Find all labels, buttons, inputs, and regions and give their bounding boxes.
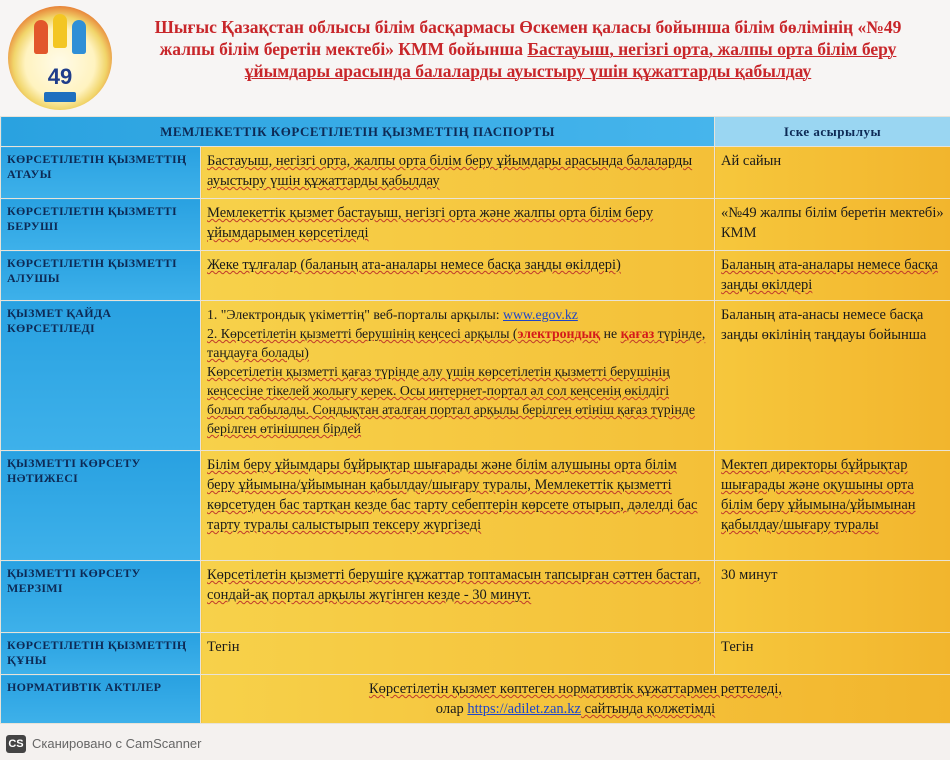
row-impl: 30 минут — [715, 561, 950, 633]
row-value: Білім беру ұйымдары бұйрықтар шығарады және білім алушыны орта білім беру ұйымына/ұйымынан қабылдау/шығару туралы, Мемлекеттік қызметті көрсетуден бас тартқан кезде бас тарту себептерін көрсете отырып, дәлелді бас тарту туралы салыстырып тексеру жүргізеді — [201, 451, 715, 561]
row-value: 1. "Электрондық үкіметтің" веб-порталы арқылы: www.egov.kz 2. Көрсетілетін қызметті берушінің кеңсесі арқылы (электрондық не қағаз түрінде, таңдауға болады) Көрсетілетін қызметті қағаз түрінде алу үшін көрсетілетін қызметті берушінің кеңсесіне тікелей жолығу керек. Осы интернет-портал әл сол кеңсенің өкілдігі болып табылады. Сондықтан аталған портал арқылы берілген өтініш қағаз түрінде берілген өтінішпен бірдей — [201, 301, 715, 451]
egov-link[interactable]: www.egov.kz — [503, 307, 578, 322]
table-row — [1, 147, 950, 199]
row-label: ҚЫЗМЕТТІ КӨРСЕТУ МЕРЗІМІ — [1, 561, 201, 633]
book-icon — [44, 92, 76, 102]
table-row — [1, 561, 950, 633]
page-header — [0, 0, 950, 116]
row-value: Көрсетілетін қызметті берушіге құжаттар топтамасын тапсырған сәттен бастап, сондай-ақ портал арқылы жүгінген кезде - 30 минут. — [201, 561, 715, 633]
figure-icon — [34, 20, 48, 54]
row-value: Көрсетілетін қызмет көптеген нормативтік құжаттармен реттеледі, олар https://adilet.zan.kz сайтында қолжетімді — [201, 675, 950, 724]
row-label: НОРМАТИВТІК АКТІЛЕР — [1, 675, 201, 724]
title-underlined: Бастауыш, негізгі орта, жалпы орта білім беру ұйымдары арасында балаларды ауыстыру үшін құжаттарды қабылдау — [244, 39, 897, 81]
row-label: КӨРСЕТІЛЕТІН ҚЫЗМЕТТІ АЛУШЫ — [1, 251, 201, 301]
row-label: КӨРСЕТІЛЕТІН ҚЫЗМЕТТІ БЕРУШІ — [1, 199, 201, 251]
scanner-text: Сканировано с CamScanner — [32, 736, 202, 751]
row-label: ҚЫЗМЕТ ҚАЙДА КӨРСЕТІЛЕДІ — [1, 301, 201, 451]
row-value: Жеке тұлғалар (баланың ата-аналары немесе басқа заңды өкілдері) — [201, 251, 715, 301]
school-logo — [8, 6, 112, 110]
row-impl: Тегін — [715, 633, 950, 675]
table-row — [1, 251, 950, 301]
table-row — [1, 301, 950, 451]
camscanner-icon: CS — [6, 735, 26, 753]
figure-icon — [53, 14, 67, 48]
header-main: МЕМЛЕКЕТТІК КӨРСЕТІЛЕТІН ҚЫЗМЕТТІҢ ПАСПОРТЫ — [1, 117, 715, 147]
title-text: Шығыс Қазақстан облысы білім басқармасы Өскемен қаласы бойынша білім бөлімінің «№49 жалпы білім беретін мектебі» КММ бойынша — [154, 17, 902, 59]
table-row — [1, 633, 950, 675]
figure-icon — [72, 20, 86, 54]
page-title — [128, 16, 928, 82]
row-label: КӨРСЕТІЛЕТІН ҚЫЗМЕТТІҢ АТАУЫ — [1, 147, 201, 199]
row-value: Бастауыш, негізгі орта, жалпы орта білім беру ұйымдары арасында балаларды ауыстыру үшін құжаттарды қабылдау — [201, 147, 715, 199]
row-label: ҚЫЗМЕТТІ КӨРСЕТУ НӘТИЖЕСІ — [1, 451, 201, 561]
row-impl: Баланың ата-анасы немесе басқа заңды өкілінің таңдауы бойынша — [715, 301, 950, 451]
table-row — [1, 675, 950, 724]
row-value: Мемлекеттік қызмет бастауыш, негізгі орта және жалпы орта білім беру ұйымдарымен көрсетіледі — [201, 199, 715, 251]
row-impl: Ай сайын — [715, 147, 950, 199]
row-label: КӨРСЕТІЛЕТІН ҚЫЗМЕТТІҢ ҚҰНЫ — [1, 633, 201, 675]
row-value: Тегін — [201, 633, 715, 675]
table-row — [1, 199, 950, 251]
table-header-row — [1, 117, 950, 147]
adilet-link[interactable]: https://adilet.zan.kz — [467, 701, 581, 717]
header-impl: Іске асырылуы — [715, 117, 950, 147]
logo-number: 49 — [47, 64, 73, 89]
row-impl: «№49 жалпы білім беретін мектебі» КММ — [715, 199, 950, 251]
row-impl: Мектеп директоры бұйрықтар шығарады және оқушыны орта білім беру ұйымына/ұйымынан қабылдау/шығару туралы — [715, 451, 950, 561]
row-impl: Баланың ата-аналары немесе басқа заңды өкілдері — [715, 251, 950, 301]
service-passport-table — [0, 116, 950, 724]
table-row — [1, 451, 950, 561]
